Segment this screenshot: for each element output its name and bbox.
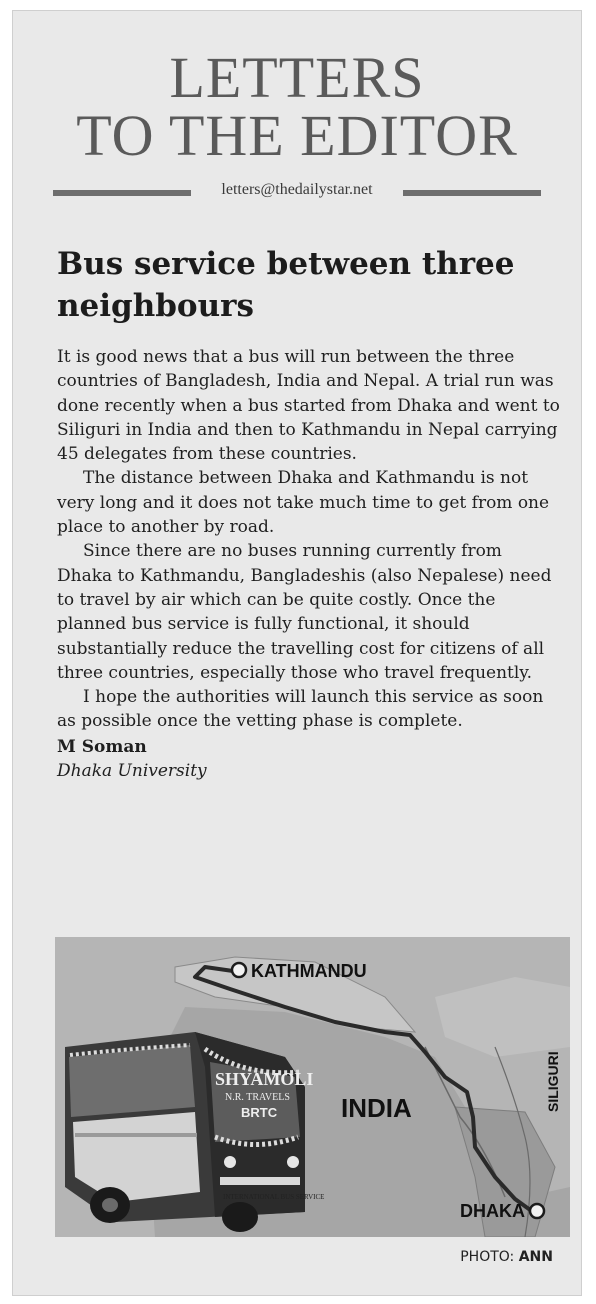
- letter-paragraph-1: It is good news that a bus will run between the three countries of Bangladesh, India and Nepal. A trial run was done recently when a bus started from Dhaka and went to Siliguri in India and then to Kathmandu in Nepal carrying 45 delegates from these countries.: [57, 347, 560, 465]
- map-label-siliguri: SILIGURI: [545, 1051, 561, 1112]
- map-label-dhaka: DHAKA: [460, 1201, 525, 1221]
- kathmandu-marker: [232, 963, 246, 977]
- signature: [57, 735, 561, 784]
- letter-headline: Bus service between three neighbours: [57, 246, 515, 324]
- route-photo: [55, 937, 570, 1237]
- author-affiliation: Dhaka University: [57, 761, 207, 782]
- map-label-kathmandu: KATHMANDU: [251, 961, 367, 981]
- editor-email[interactable]: letters@thedailystar.net: [221, 181, 373, 198]
- bus-illustration: [65, 1032, 305, 1232]
- bus-sub-text: N.R. TRAVELS: [225, 1092, 290, 1103]
- letter-body: [57, 345, 561, 783]
- photo-credit: [460, 1249, 553, 1265]
- bus-service-text: INTERNATIONAL BUS SERVICE: [223, 1193, 325, 1201]
- map-label-india: INDIA: [341, 1093, 412, 1123]
- author-name: M Soman: [57, 736, 147, 757]
- bus-operator-text: SHYAMOLI: [215, 1069, 314, 1089]
- letter-paragraph-3: Since there are no buses running currently from Dhaka to Kathmandu, Bangladeshis (also Nepalese) need to travel by air which can be quite costly. Once the planned bus service is fully functional, it should substantially reduce the travelling cost for citizens of all three countries, especially those who travel frequently.: [57, 541, 552, 683]
- photo-credit-prefix: PHOTO:: [460, 1249, 515, 1265]
- section-title: [13, 45, 581, 168]
- dhaka-marker: [530, 1204, 544, 1218]
- right-divider: [403, 190, 541, 196]
- left-divider: [53, 190, 191, 196]
- letter-paragraph-2: The distance between Dhaka and Kathmandu is not very long and it does not take much time to get from one place to another by road.: [57, 468, 550, 538]
- letters-page: [12, 10, 582, 1296]
- section-title-line2: TO THE EDITOR: [76, 103, 518, 168]
- email-row: [53, 181, 541, 203]
- letter-paragraph-4: I hope the authorities will launch this service as soon as possible once the vetting phase is complete.: [57, 687, 544, 732]
- photo-credit-source: ANN: [518, 1249, 553, 1265]
- section-title-line1: LETTERS: [169, 45, 425, 110]
- bus-brtc-text: BRTC: [241, 1105, 278, 1120]
